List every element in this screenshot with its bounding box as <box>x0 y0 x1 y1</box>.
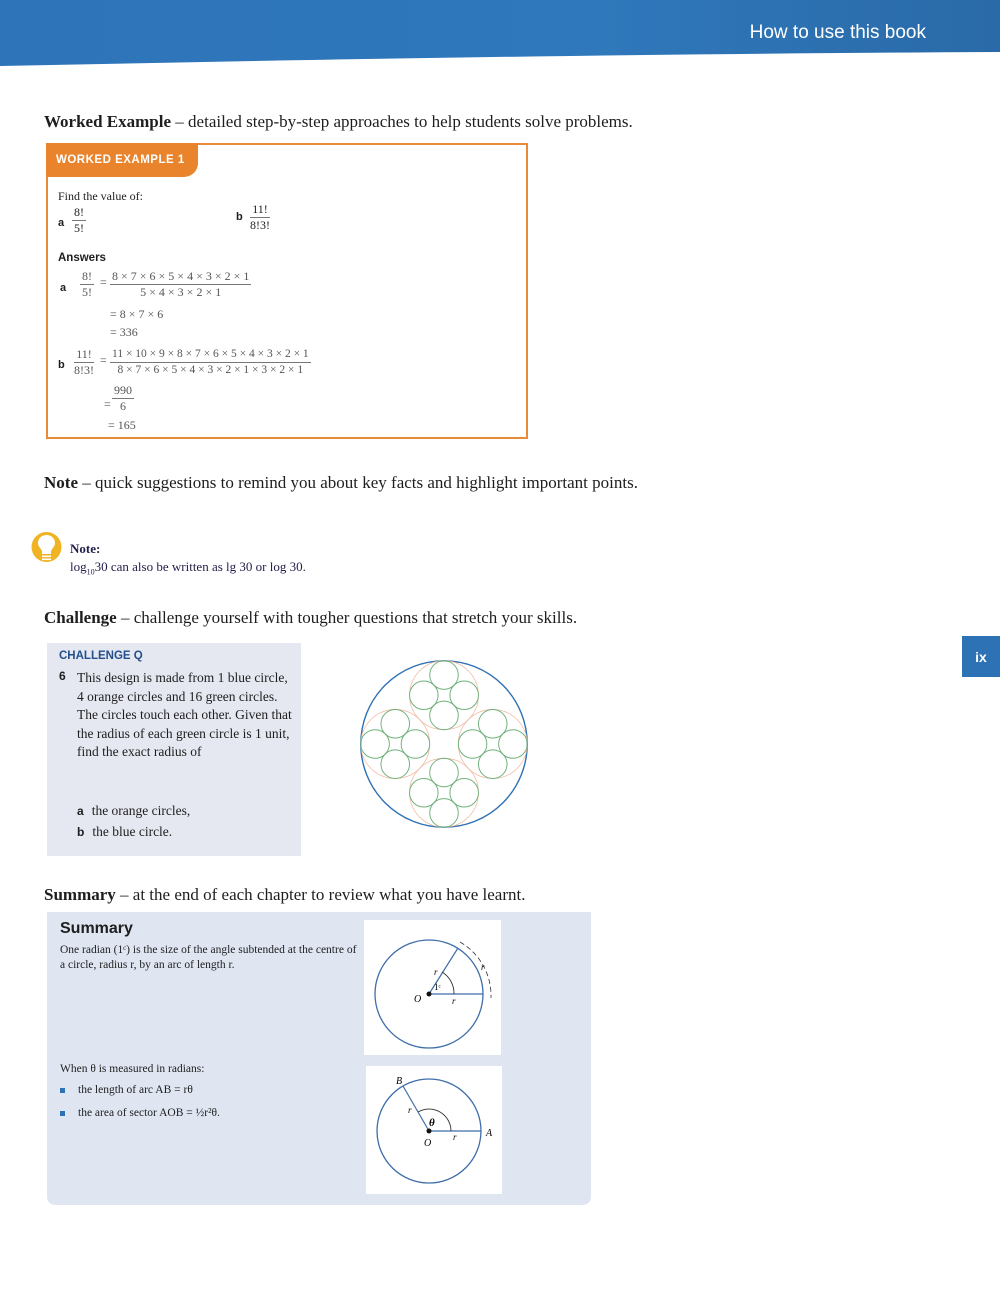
note-log: log <box>70 559 87 574</box>
radius-ob <box>403 1086 429 1131</box>
angle-arc <box>442 972 454 994</box>
heading-bold: Summary <box>44 885 116 904</box>
note-title: Note: <box>70 541 101 556</box>
banner-curve <box>0 52 1000 82</box>
note-body-rest: 30 can also be written as lg 30 or log 30. <box>94 559 306 574</box>
centre-point <box>427 1129 432 1134</box>
green-circle <box>430 758 459 787</box>
fraction-numerator: 11! <box>252 202 268 216</box>
fraction-denominator: 8!3! <box>74 363 94 377</box>
radian-diagram <box>364 920 501 1055</box>
answer-b-lhs <box>72 347 96 378</box>
bullet-text: the length of arc AB = rθ <box>78 1084 193 1096</box>
circle-design-diagram <box>358 658 530 830</box>
fraction-numerator: 8! <box>82 269 92 283</box>
heading-rest: – at the end of each chapter to review what you have learnt. <box>115 885 526 904</box>
page-number-tab: ix <box>962 636 1000 677</box>
green-circle <box>430 661 459 690</box>
label-r: r <box>453 1132 457 1142</box>
heading-bold: Note <box>44 473 78 492</box>
answer-b-label: b <box>58 359 65 371</box>
note-heading <box>44 470 684 495</box>
answer-a-label: a <box>60 282 67 294</box>
green-circle <box>381 710 410 739</box>
answers-label: Answers <box>58 252 106 264</box>
challenge-question-number: 6 <box>59 669 66 683</box>
part-text: the blue circle. <box>92 824 173 839</box>
page-header-title: How to use this book <box>749 22 926 43</box>
fraction-numerator: 11! <box>76 347 92 361</box>
summary-heading <box>44 882 684 907</box>
fraction-numerator: 11 × 10 × 9 × 8 × 7 × 6 × 5 × 4 × 3 × 2 × 1 <box>110 347 311 363</box>
summary-bullet <box>60 1084 193 1096</box>
label-b: B <box>396 1076 403 1087</box>
heading-rest: – quick suggestions to remind you about key facts and highlight important points. <box>77 473 638 492</box>
equals-sign: = <box>104 397 111 411</box>
answer-b-rhs <box>110 347 311 378</box>
sector-diagram <box>366 1066 502 1194</box>
label-r: r <box>408 1105 412 1115</box>
answer-a-step2: = 336 <box>110 325 138 339</box>
equals-sign: = <box>100 353 107 367</box>
heading-bold: Worked Example <box>44 112 172 131</box>
challenge-part-a <box>77 803 190 819</box>
bullet-text: the area of sector AOB = ½r²θ. <box>78 1107 220 1119</box>
summary-when-line: When θ is measured in radians: <box>60 1063 205 1075</box>
label-o: O <box>424 1138 432 1149</box>
answer-a-lhs <box>80 269 94 300</box>
answer-b-step1 <box>112 383 134 414</box>
fraction-denominator: 5 × 4 × 3 × 2 × 1 <box>140 285 222 299</box>
bullet-square-icon <box>60 1111 65 1116</box>
heading-bold: Challenge <box>44 608 117 627</box>
question-b-label: b <box>236 211 243 223</box>
label-r: r <box>452 996 456 1006</box>
lightbulb-icon <box>31 530 62 568</box>
question-b-fraction <box>248 202 272 233</box>
equals-sign: = <box>100 275 107 289</box>
question-a-fraction <box>72 205 86 236</box>
label-arc-r: r <box>481 962 485 972</box>
fraction-denominator: 5! <box>74 221 84 235</box>
fraction-numerator: 8 × 7 × 6 × 5 × 4 × 3 × 2 × 1 <box>112 269 250 283</box>
part-text: the orange circles, <box>91 803 191 818</box>
centre-point <box>427 992 432 997</box>
challenge-part-b <box>77 824 172 840</box>
challenge-heading <box>44 605 684 630</box>
part-label: b <box>77 825 85 839</box>
note-log-base: 10 <box>86 567 95 577</box>
worked-example-heading <box>44 109 684 134</box>
blue-circle <box>361 661 527 827</box>
fraction-denominator: 8!3! <box>250 218 270 232</box>
challenge-title: CHALLENGE Q <box>59 650 143 662</box>
summary-title: Summary <box>60 920 133 937</box>
green-circle <box>478 710 507 739</box>
answer-a-rhs <box>110 269 251 300</box>
fraction-denominator: 5! <box>82 285 92 299</box>
label-angle: 1ᶜ <box>434 982 441 992</box>
part-label: a <box>77 804 84 818</box>
challenge-question-text: This design is made from 1 blue circle, 4 orange circles and 16 green circles. The circles touch each other. Given that the radius of each green circle is 1 unit, find the exact radius of <box>77 670 292 759</box>
label-o: O <box>414 994 422 1005</box>
fraction-numerator: 990 <box>114 383 132 397</box>
answer-a-step1: = 8 × 7 × 6 <box>110 307 164 321</box>
label-theta: θ <box>429 1117 435 1129</box>
summary-bullet <box>60 1107 220 1119</box>
worked-example-box <box>46 143 528 439</box>
worked-example-prompt: Find the value of: <box>58 189 143 203</box>
orange-circle <box>361 710 430 779</box>
fraction-denominator: 6 <box>120 399 126 413</box>
summary-definition: One radian (1ᶜ) is the size of the angle subtended at the centre of a circle, radius r, by an arc of length r. <box>60 944 357 971</box>
question-a-label: a <box>58 217 65 229</box>
heading-rest: – challenge yourself with tougher questions that stretch your skills. <box>116 608 578 627</box>
note-body <box>70 559 306 577</box>
arc-length-marker <box>460 942 491 998</box>
label-a: A <box>486 1128 493 1139</box>
heading-rest: – detailed step-by-step approaches to help students solve problems. <box>171 112 633 131</box>
bullet-square-icon <box>60 1088 65 1093</box>
fraction-numerator: 8! <box>74 205 84 219</box>
label-r: r <box>434 967 438 977</box>
fraction-denominator: 8 × 7 × 6 × 5 × 4 × 3 × 2 × 1 × 3 × 2 × 1 <box>117 364 304 376</box>
answer-b-step2: = 165 <box>108 418 136 432</box>
worked-example-tab: WORKED EXAMPLE 1 <box>46 143 198 177</box>
